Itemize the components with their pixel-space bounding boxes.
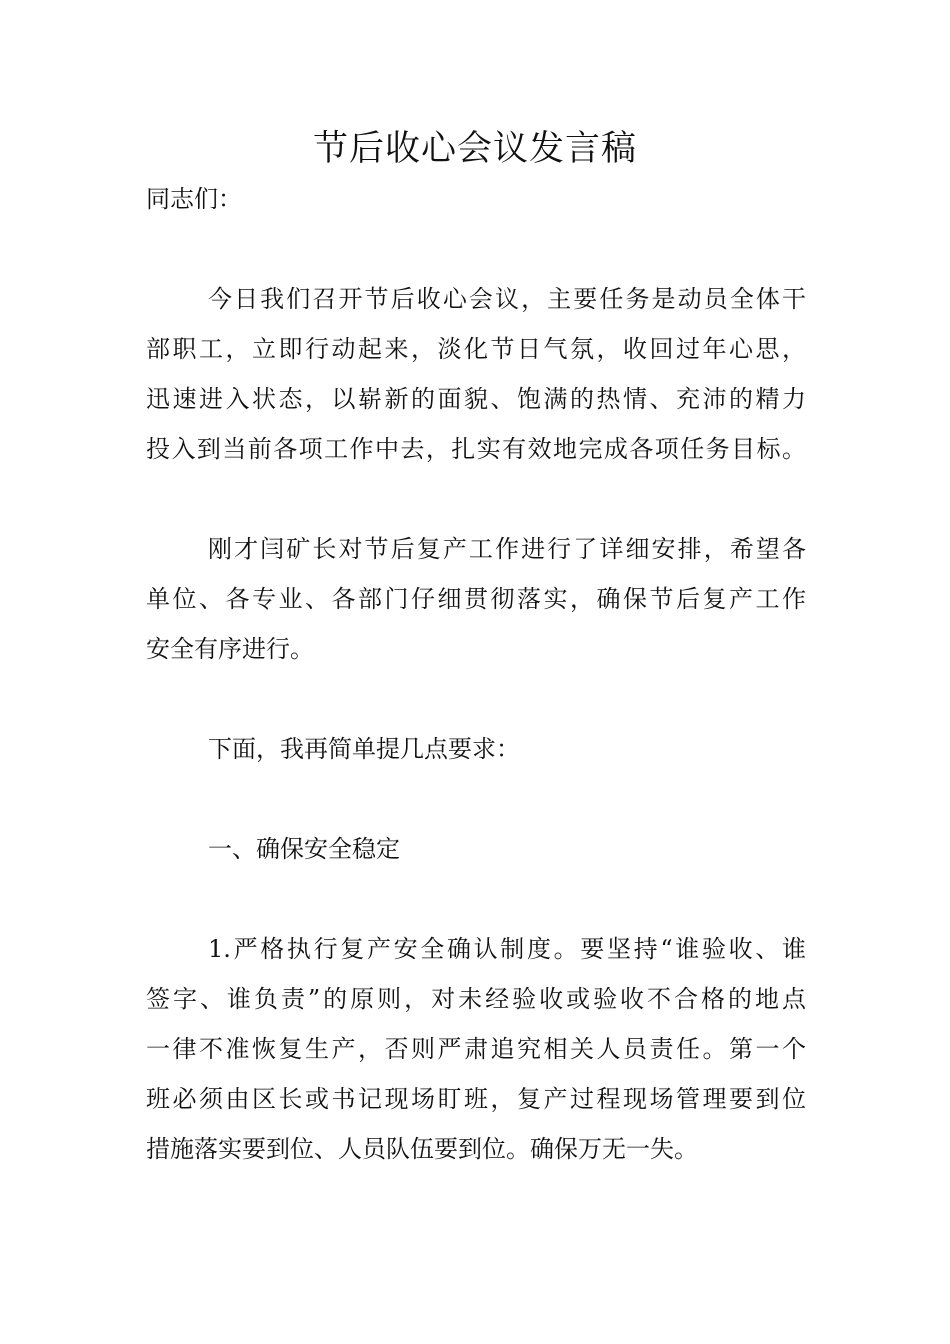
paragraph-line: 1.严格执行复产安全确认制度。要坚持“谁验收、谁 — [208, 935, 806, 963]
paragraph-line: 措施落实要到位、人员队伍要到位。确保万无一失。 — [146, 1135, 698, 1163]
paragraph-line: 下面，我再简单提几点要求： — [208, 735, 520, 763]
section-heading: 一、确保安全稳定 — [208, 835, 400, 863]
paragraph-line: 签字、谁负责”的原则，对未经验收或验收不合格的地点 — [146, 985, 806, 1013]
paragraph-line: 投入到当前各项工作中去，扎实有效地完成各项任务目标。 — [146, 435, 806, 463]
paragraph-line: 今日我们召开节后收心会议，主要任务是动员全体干 — [208, 285, 806, 313]
paragraph-line: 班必须由区长或书记现场盯班，复产过程现场管理要到位 — [146, 1085, 806, 1113]
paragraph-line: 部职工，立即行动起来，淡化节日气氛，收回过年心思， — [146, 335, 806, 363]
document-title: 节后收心会议发言稿 — [312, 129, 637, 169]
paragraph-line: 迅速进入状态，以崭新的面貌、饱满的热情、充沛的精力 — [146, 385, 806, 413]
paragraph-line: 刚才闫矿长对节后复产工作进行了详细安排，希望各 — [208, 535, 806, 563]
paragraph-line: 安全有序进行。 — [146, 635, 314, 663]
paragraph-line: 一律不准恢复生产，否则严肃追究相关人员责任。第一个 — [146, 1035, 806, 1063]
paragraph-line: 单位、各专业、各部门仔细贯彻落实，确保节后复产工作 — [146, 585, 806, 613]
salutation: 同志们： — [146, 185, 242, 213]
